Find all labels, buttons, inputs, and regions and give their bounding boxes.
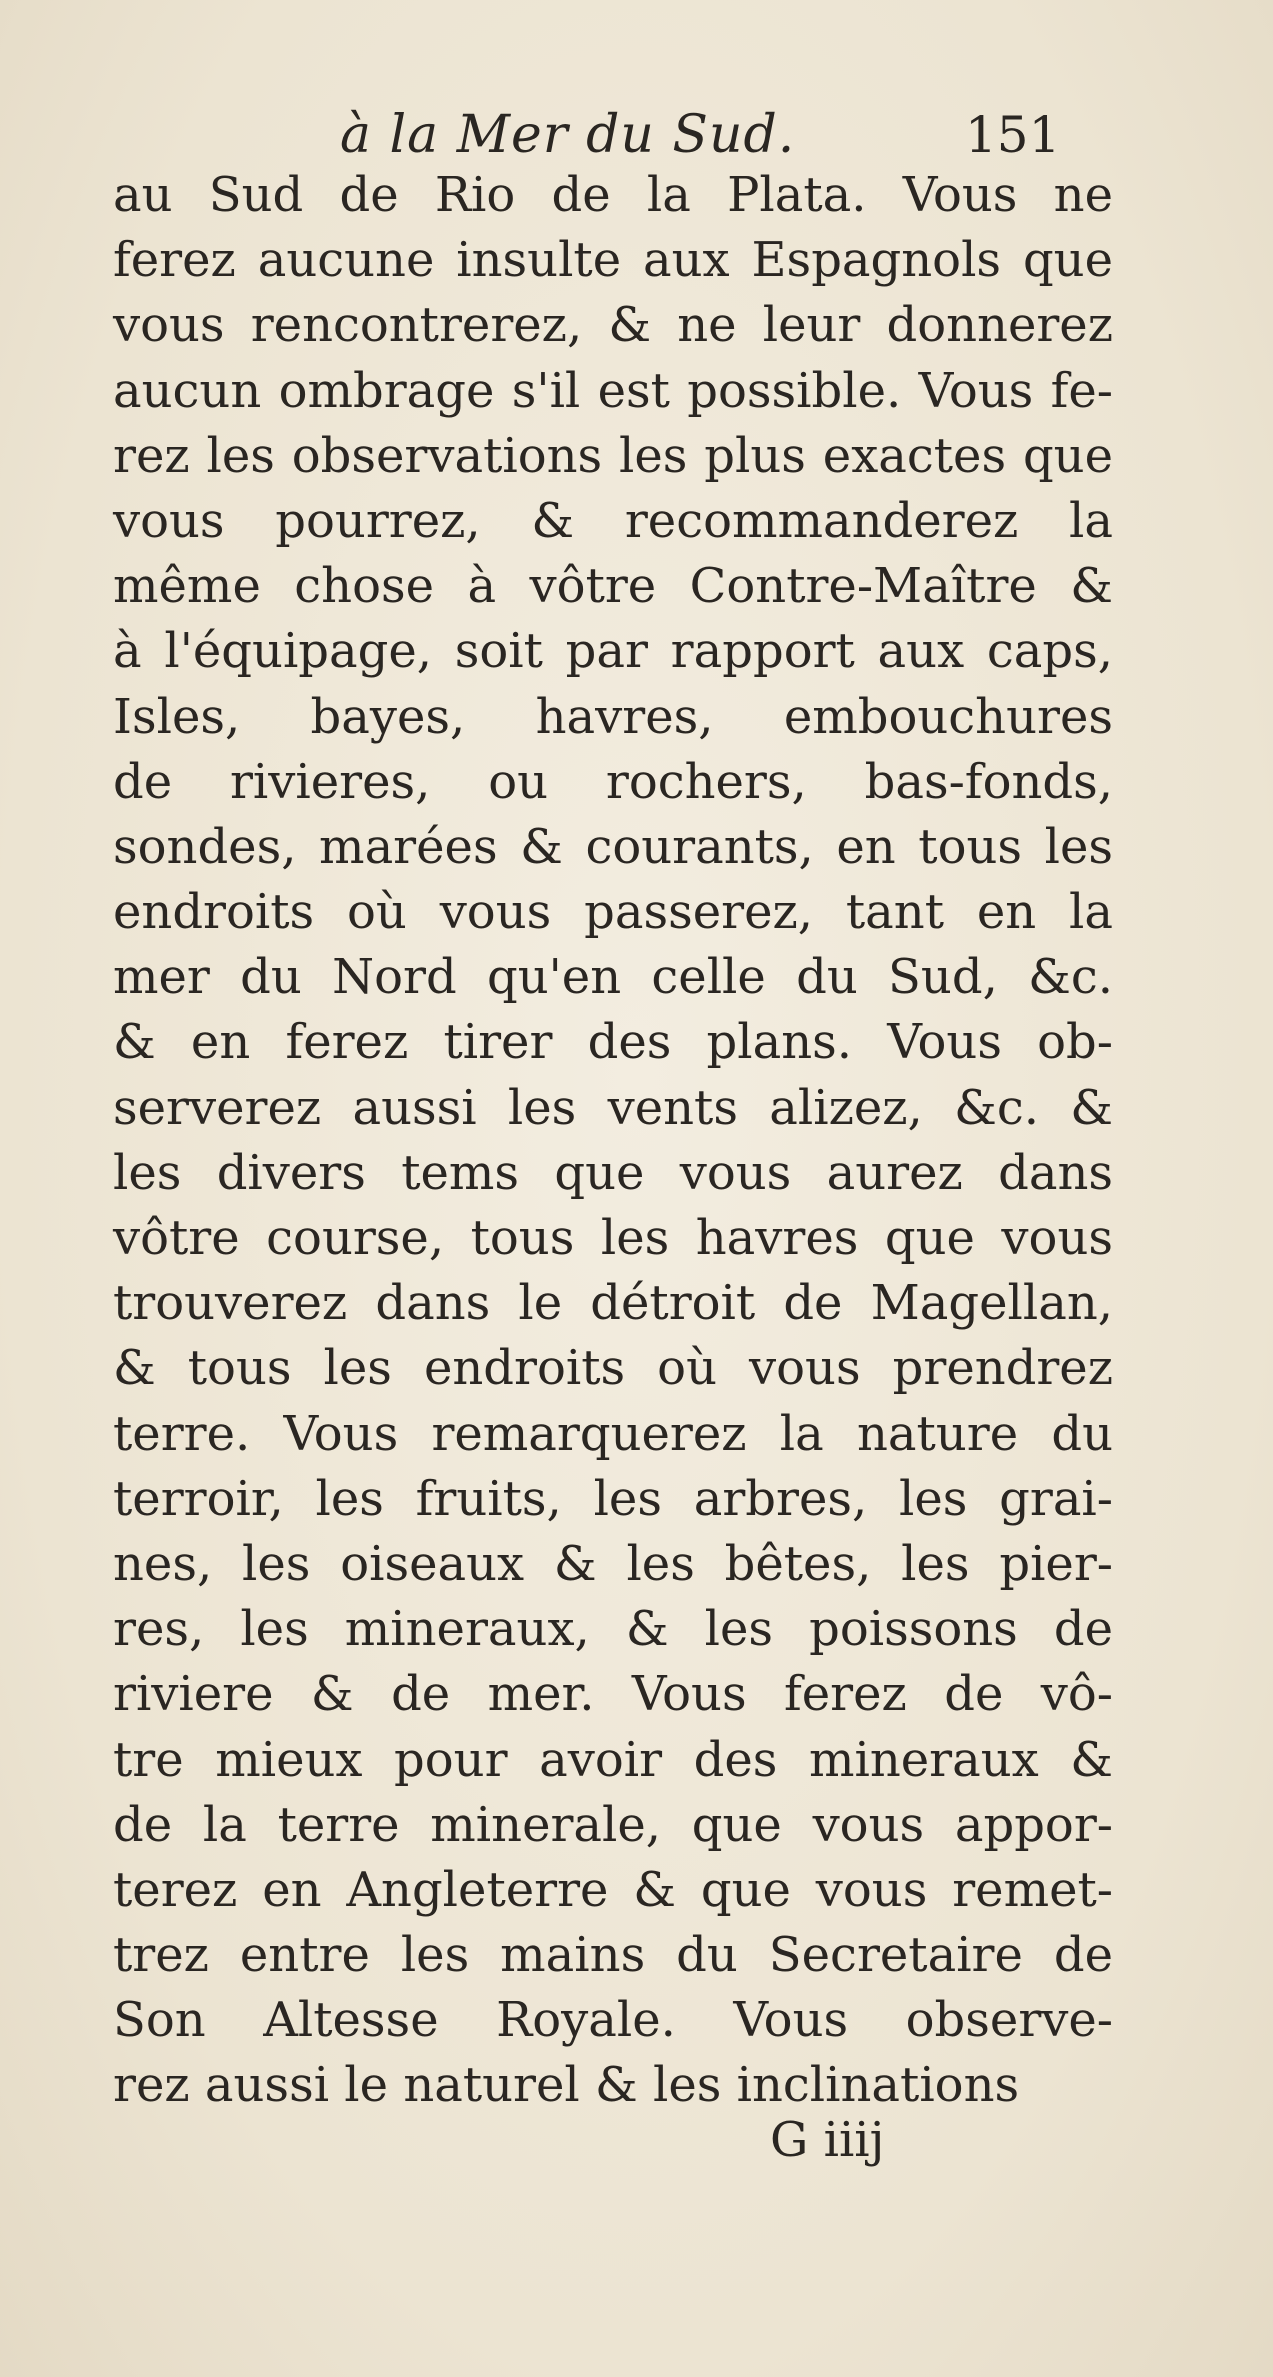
text-line: trez entre les mains du Secretaire de [113, 1927, 1113, 1984]
text-line: aucun ombrage s'il est possible. Vous fe- [113, 362, 1113, 419]
text-line: au Sud de Rio de la Plata. Vous ne [113, 167, 1113, 223]
text-line: Son Altesse Royale. Vous observe- [113, 1992, 1113, 2049]
text-line: ferez aucune insulte aux Espagnols que [113, 232, 1113, 289]
text-line: res, les mineraux, & les poissons de [113, 1601, 1113, 1658]
text-line: serverez aussi les vents alizez, &c. & [113, 1079, 1113, 1136]
page-header [0, 100, 1273, 170]
text-line: terre. Vous remarquerez la nature du [113, 1405, 1113, 1462]
text-line: rez aussi le naturel & les inclinations [113, 2057, 1020, 2114]
text-line: de la terre minerale, que vous appor- [113, 1796, 1113, 1853]
signature-catchword: G iiij [770, 2112, 885, 2168]
text-line: Isles, bayes, havres, embouchures [113, 688, 1113, 745]
text-line: nes, les oiseaux & les bêtes, les pier- [113, 1535, 1113, 1592]
page-number: 151 [965, 106, 1061, 164]
text-line: terroir, les fruits, les arbres, les grai- [113, 1470, 1113, 1527]
body-text [113, 163, 1113, 2119]
text-line: vous pourrez, & recommanderez la [113, 492, 1113, 549]
text-line: trouverez dans le détroit de Magellan, [113, 1275, 1113, 1332]
text-line: les divers tems que vous aurez dans [113, 1144, 1113, 1201]
running-title: à la Mer du Sud. [340, 105, 796, 165]
text-line: rez les observations les plus exactes que [113, 427, 1113, 484]
text-line: à l'équipage, soit par rapport aux caps, [113, 623, 1113, 680]
text-line: & tous les endroits où vous prendrez [113, 1340, 1113, 1397]
text-line: terez en Angleterre & que vous remet- [113, 1861, 1113, 1918]
text-line: même chose à vôtre Contre-Maître & [113, 558, 1113, 615]
text-line: riviere & de mer. Vous ferez de vô- [113, 1666, 1113, 1723]
text-line: de rivieres, ou rochers, bas-fonds, [113, 753, 1113, 810]
text-line: mer du Nord qu'en celle du Sud, &c. [113, 949, 1113, 1006]
text-line: vôtre course, tous les havres que vous [113, 1210, 1113, 1266]
text-line: endroits où vous passerez, tant en la [113, 884, 1113, 941]
text-line: & en ferez tirer des plans. Vous ob- [113, 1014, 1113, 1071]
text-line: sondes, marées & courants, en tous les [113, 818, 1113, 875]
text-line: tre mieux pour avoir des mineraux & [113, 1731, 1113, 1788]
text-line: vous rencontrerez, & ne leur donnerez [113, 297, 1113, 354]
